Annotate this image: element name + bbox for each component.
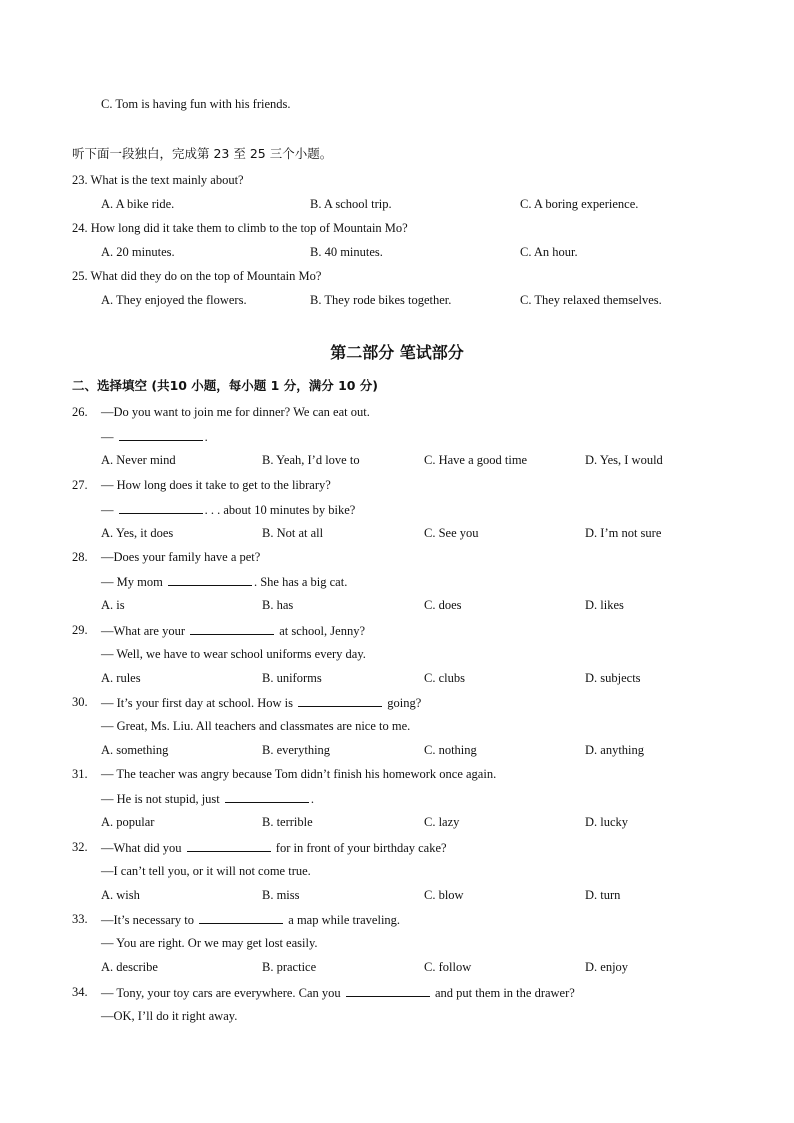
option-b: B. They rode bikes together. <box>310 293 452 307</box>
option-b: B. 40 minutes. <box>310 245 383 259</box>
option-b: B. Yeah, I’d love to <box>262 453 360 467</box>
option-c: C. lazy <box>424 815 460 829</box>
answer-blank <box>225 790 309 803</box>
option-a: A. popular <box>101 815 155 829</box>
option-a: A. They enjoyed the flowers. <box>101 293 247 307</box>
line-text: . <box>310 792 315 806</box>
question-number: 32. <box>72 840 88 854</box>
answer-blank <box>168 573 252 586</box>
option-a: A. 20 minutes. <box>101 245 175 259</box>
option-b: B. miss <box>262 888 300 902</box>
option-c: C. See you <box>424 526 479 540</box>
question-stem: 23. What is the text mainly about? <box>72 173 244 187</box>
question-line-1 <box>101 984 575 1001</box>
question-line-2 <box>101 935 318 951</box>
line-text: for in front of your birthday cake? <box>272 841 447 855</box>
option-a: A. wish <box>101 888 140 902</box>
section-heading: 二、选择填空 (共10 小题，每小题 1 分，满分 10 分) <box>72 378 379 393</box>
question-stem: 25. What did they do on the top of Mountain Mo? <box>72 269 322 283</box>
question-number: 30. <box>72 695 88 709</box>
question-line-1 <box>101 839 447 856</box>
line-text: — Well, we have to wear school uniforms every day. <box>101 647 366 661</box>
line-text: —What did you <box>101 841 185 855</box>
option-b: B. terrible <box>262 815 313 829</box>
question-number: 26. <box>72 405 88 419</box>
answer-blank <box>187 839 271 852</box>
question-line-2 <box>101 501 355 518</box>
line-text: going? <box>384 696 422 710</box>
line-text: —What are your <box>101 624 189 638</box>
question-number: 28. <box>72 550 88 564</box>
option-c: C. does <box>424 598 462 612</box>
question-line-1 <box>101 766 496 782</box>
answer-blank <box>346 984 430 997</box>
option-a: A. is <box>101 598 125 612</box>
option-a: A. A bike ride. <box>101 197 175 211</box>
part-two-title: 第二部分 笔试部分 <box>330 343 464 362</box>
line-text: — He is not stupid, just <box>101 792 223 806</box>
question-line-1 <box>101 622 365 639</box>
option-c: C. clubs <box>424 671 465 685</box>
listening-instruction: 听下面一段独白，完成第 23 至 25 三个小题。 <box>72 146 333 161</box>
line-text: — <box>101 503 117 517</box>
option-a: A. rules <box>101 671 141 685</box>
option-d: D. enjoy <box>585 960 629 974</box>
line-text: a map while traveling. <box>285 913 401 927</box>
line-text: . <box>204 430 208 444</box>
answer-blank <box>190 622 274 635</box>
option-b: B. uniforms <box>262 671 322 685</box>
question-line-2 <box>101 718 410 734</box>
question-line-2 <box>101 863 311 879</box>
question-line-1 <box>101 477 331 493</box>
option-b: B. A school trip. <box>310 197 392 211</box>
line-text: — Great, Ms. Liu. All teachers and classmates are nice to me. <box>101 719 411 733</box>
line-text: — It’s your first day at school. How is <box>101 696 297 710</box>
question-line-2 <box>101 790 314 807</box>
question-number: 27. <box>72 478 88 492</box>
question-number: 29. <box>72 623 88 637</box>
option-c: C. follow <box>424 960 472 974</box>
line-text: at school, Jenny? <box>276 624 365 638</box>
line-text: — My mom <box>101 575 166 589</box>
question-line-1 <box>101 404 370 420</box>
option-a: A. describe <box>101 960 158 974</box>
line-text: — The teacher was angry because Tom didn’t finish his homework once again. <box>101 767 497 781</box>
option-d: D. lucky <box>585 815 629 829</box>
question-line-2 <box>101 573 347 590</box>
prev-question-option-c: C. Tom is having fun with his friends. <box>101 97 291 111</box>
option-c: C. blow <box>424 888 464 902</box>
answer-blank <box>298 694 382 707</box>
option-d: D. likes <box>585 598 624 612</box>
line-text: —I can’t tell you, or it will not come true. <box>101 864 311 878</box>
question-number: 33. <box>72 912 88 926</box>
line-text: — How long does it take to get to the library? <box>101 478 331 492</box>
line-text: —OK, I’ll do it right away. <box>101 1009 238 1023</box>
option-d: D. subjects <box>585 671 641 685</box>
line-text: . . . about 10 minutes by bike? <box>204 503 356 517</box>
option-d: D. Yes, I would <box>585 453 663 467</box>
question-number: 31. <box>72 767 88 781</box>
option-a: A. Yes, it does <box>101 526 174 540</box>
option-c: C. Have a good time <box>424 453 528 467</box>
line-text: —Do you want to join me for dinner? We can eat out. <box>101 405 370 419</box>
question-line-1 <box>101 911 400 928</box>
question-line-2 <box>101 1008 237 1024</box>
line-text: and put them in the drawer? <box>431 986 575 1000</box>
option-b: B. practice <box>262 960 317 974</box>
answer-blank <box>199 911 283 924</box>
answer-blank <box>119 501 203 514</box>
option-b: B. Not at all <box>262 526 324 540</box>
option-a: A. Never mind <box>101 453 176 467</box>
line-text: — <box>101 430 117 444</box>
line-text: —It’s necessary to <box>101 913 198 927</box>
option-d: D. anything <box>585 743 645 757</box>
option-d: D. turn <box>585 888 621 902</box>
option-b: B. everything <box>262 743 331 757</box>
question-line-2 <box>101 646 366 662</box>
question-line-1 <box>101 549 260 565</box>
line-text: . She has a big cat. <box>253 575 348 589</box>
option-b: B. has <box>262 598 294 612</box>
option-d: D. I’m not sure <box>585 526 662 540</box>
question-line-2 <box>101 428 208 445</box>
line-text: — You are right. Or we may get lost easily. <box>101 936 318 950</box>
line-text: —Does your family have a pet? <box>101 550 261 564</box>
line-text: — Tony, your toy cars are everywhere. Can you <box>101 986 344 1000</box>
question-number: 34. <box>72 985 88 999</box>
option-c: C. A boring experience. <box>520 197 639 211</box>
question-line-1 <box>101 694 421 711</box>
option-c: C. nothing <box>424 743 477 757</box>
answer-blank <box>119 428 203 441</box>
option-c: C. They relaxed themselves. <box>520 293 662 307</box>
option-a: A. something <box>101 743 169 757</box>
question-stem: 24. How long did it take them to climb to the top of Mountain Mo? <box>72 221 408 235</box>
option-c: C. An hour. <box>520 245 578 259</box>
